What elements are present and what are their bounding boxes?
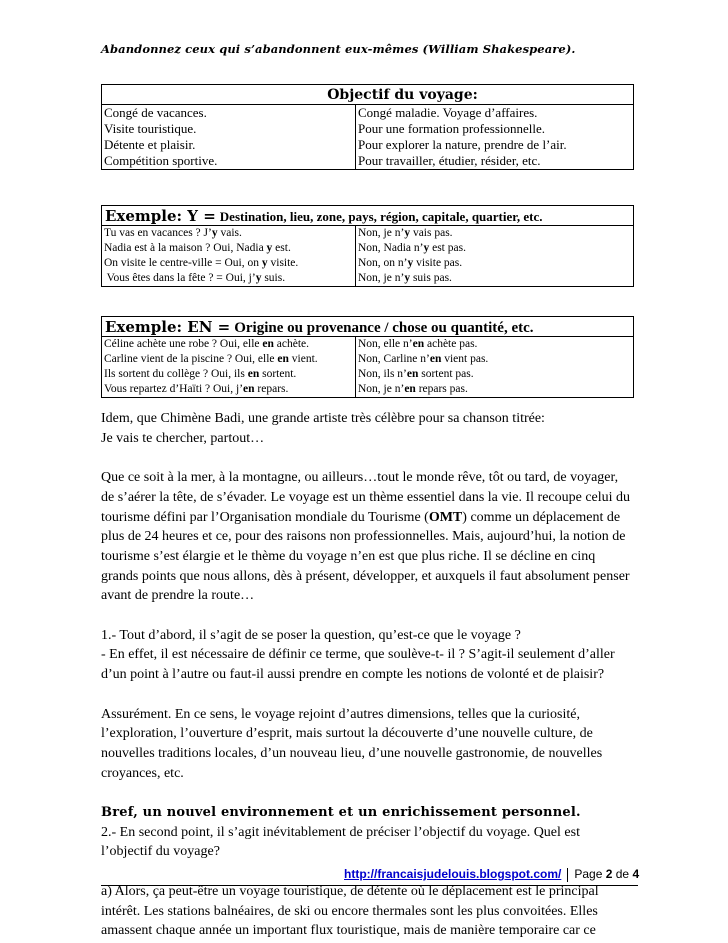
- paragraph: 1.- Tout d’abord, il s’agit de se poser la question, qu’est-ce que le voyage ?: [101, 627, 521, 643]
- exemple-y-answer: Non, on n’y visite pas.: [358, 257, 463, 269]
- exemple-en-table: [101, 316, 634, 398]
- objectif-right-item: Congé maladie. Voyage d’affaires.: [358, 105, 538, 120]
- exemple-y-right-column: [356, 226, 633, 286]
- page-number: 2: [605, 867, 613, 881]
- exemple-y-answer: Non, je n’y vais pas.: [358, 227, 453, 239]
- objectif-left-item: Compétition sportive.: [104, 153, 218, 168]
- exemple-en-answer: Non, Carline n’en vient pas.: [358, 353, 489, 365]
- exemple-en-answer: Non, ils n’en sortent pas.: [358, 368, 474, 380]
- page-of-label: de: [615, 867, 630, 881]
- objectif-right-item: Pour travailler, étudier, résider, etc.: [358, 153, 541, 168]
- paragraph: - En effet, il est nécessaire de définir ce terme, que soulève-t- il ? S’agit-il seulement d’aller d’un point à l’autre ou faut-il aussi prendre en compte les notions de volonté et de plaisir?: [101, 647, 615, 683]
- exemple-y-answer: Non, je n’y suis pas.: [358, 272, 452, 284]
- footer-rule: [101, 885, 638, 886]
- exemple-en-label: Exemple: EN =: [105, 318, 231, 336]
- paragraph: Que ce soit à la mer, à la montagne, ou ailleurs…tout le monde rêve, tôt ou tard, de voyager, de s’aérer la tête, de s’évader. Le voyage est un thème essentiel dans la vie. Il recoupe celui du tourisme défini par l’Organisation mondiale du Tourisme (OMT) comme un déplacement de plus de 24 heures et ce, pour des raisons non professionnelles. Mais, aujourd’hui, la notion de tourisme s’est élargie et le thème du voyage n’en est que plus riche. Il se décline en cinq grands points que nous allons, dès à présent, développer, et auxquels il faut absolument penser avant de prendre la route…: [101, 470, 631, 604]
- exemple-en-answer: Non, elle n’en achète pas.: [358, 338, 478, 350]
- paragraph: 2.- En second point, il s’agit inévitablement de préciser l’objectif du voyage. Quel est l’objectif du voyage?: [101, 824, 580, 860]
- page-total: 4: [632, 867, 640, 881]
- exemple-y-label: Exemple: Y =: [105, 207, 216, 225]
- objectif-left-item: Détente et plaisir.: [104, 137, 196, 152]
- exemple-en-left-column: [102, 337, 356, 397]
- paragraph: Je vais te chercher, partout…: [101, 430, 265, 446]
- objectif-left-item: Visite touristique.: [104, 121, 197, 136]
- objectif-title: Objectif du voyage:: [102, 85, 633, 105]
- objectif-table: [101, 84, 634, 170]
- paragraph: a) Alors, ça peut-être un voyage touristique, de détente où le déplacement est le principal intérêt. Les stations balnéaires, de ski ou encore thermales sont les plus convoitées. Elles amassent chaque année un important flux touristique, mais de manière temporaire car ce: [101, 883, 599, 939]
- page-label: Page: [574, 867, 603, 881]
- exemple-en-description: Origine ou provenance / chose ou quantité, etc.: [234, 320, 534, 336]
- exemple-y-question: Tu vas en vacances ? J’y vais.: [104, 227, 242, 239]
- exemple-y-question: Nadia est à la maison ? Oui, Nadia y est.: [104, 242, 291, 254]
- exemple-en-right-column: [356, 337, 633, 397]
- exemple-y-table: [101, 205, 634, 287]
- footer-separator: [567, 868, 568, 882]
- blog-link[interactable]: http://francaisjudelouis.blogspot.com/: [344, 867, 562, 881]
- exemple-en-question: Ils sortent du collège ? Oui, ils en sortent.: [104, 368, 297, 380]
- exemple-y-description: Destination, lieu, zone, pays, région, capitale, quartier, etc.: [219, 209, 543, 224]
- objectif-left-column: [102, 105, 356, 169]
- exemple-en-question: Carline vient de la piscine ? Oui, elle en vient.: [104, 353, 318, 365]
- objectif-right-column: [356, 105, 633, 169]
- exemple-en-heading: [102, 317, 633, 337]
- page-footer: [344, 867, 639, 882]
- header-quote: Abandonnez ceux qui s’abandonnent eux-mêmes (William Shakespeare).: [101, 42, 576, 56]
- exemple-en-answer: Non, je n’en repars pas.: [358, 383, 468, 395]
- exemple-y-answer: Non, Nadia n’y est pas.: [358, 242, 466, 254]
- paragraph: Assurément. En ce sens, le voyage rejoint d’autres dimensions, telles que la curiosité, l’exploration, l’ouverture d’esprit, mais surtout la découverte d’une nouvelle culture, de nouvelles traditions locales, d’un nouveau lieu, d’une nouvelle gastronomie, de nouvelles croyances, etc.: [101, 706, 603, 781]
- objectif-right-item: Pour une formation professionnelle.: [358, 121, 546, 136]
- objectif-right-item: Pour explorer la nature, prendre de l’air.: [358, 137, 567, 152]
- bref-heading: Bref, un nouvel environnement et un enrichissement personnel.: [101, 805, 581, 820]
- exemple-en-question: Vous repartez d’Haïti ? Oui, j’en repars.: [104, 383, 289, 395]
- exemple-y-heading: [102, 206, 633, 226]
- paragraph: Idem, que Chimène Badi, une grande artiste très célèbre pour sa chanson titrée:: [101, 411, 545, 426]
- exemple-y-left-column: [102, 226, 356, 286]
- objectif-left-item: Congé de vacances.: [104, 105, 207, 120]
- exemple-y-question: On visite le centre-ville = Oui, on y visite.: [104, 257, 299, 269]
- body-text: [101, 409, 631, 941]
- exemple-y-question: Vous êtes dans la fête ? = Oui, j’y suis.: [104, 272, 286, 284]
- exemple-en-question: Céline achète une robe ? Oui, elle en achète.: [104, 338, 309, 350]
